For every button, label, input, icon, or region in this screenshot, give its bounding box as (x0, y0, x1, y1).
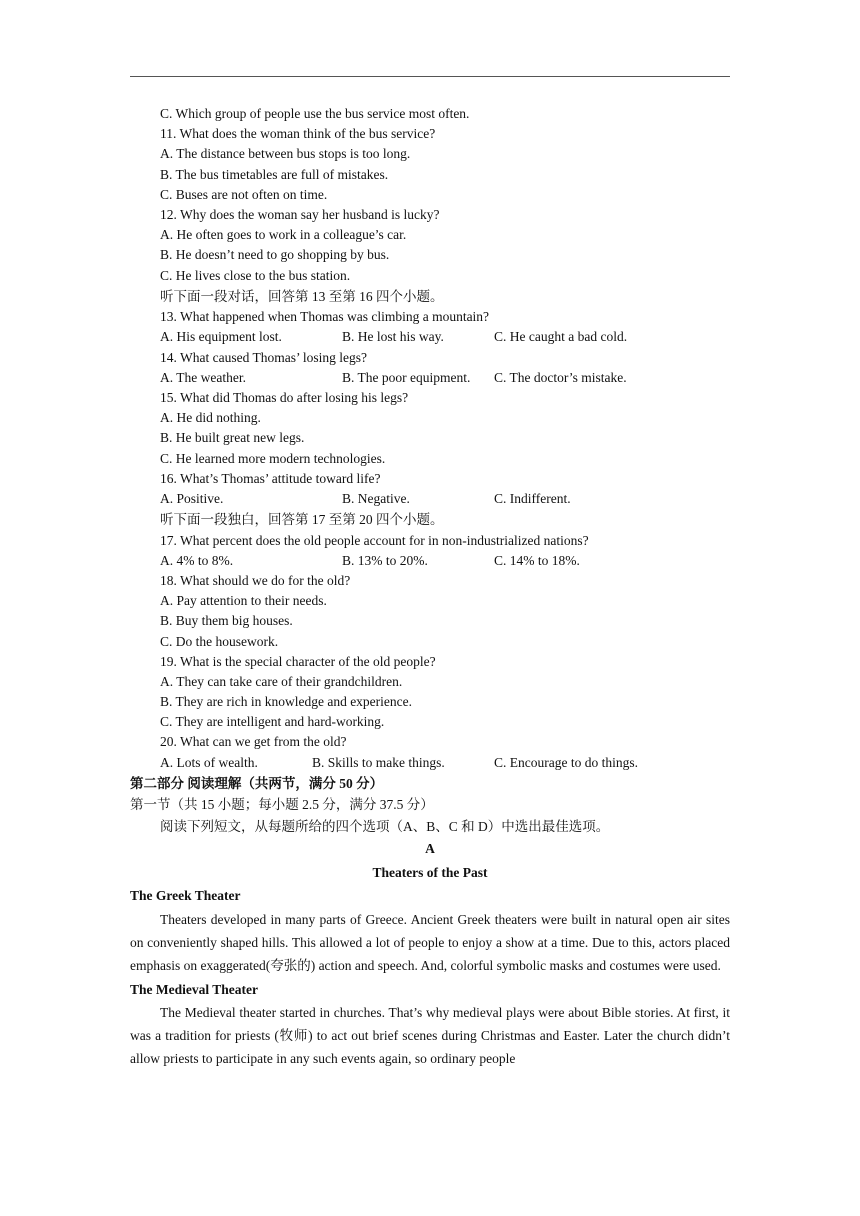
option-20b: B. Skills to make things. (312, 754, 445, 770)
options-16 (130, 489, 730, 509)
question-20: 20. What can we get from the old? (160, 734, 347, 750)
passage-title: Theaters of the Past (372, 864, 488, 880)
option-15c: C. He learned more modern technologies. (160, 450, 386, 466)
part2-title: 第二部分 阅读理解（共两节，满分 50 分） (130, 775, 384, 791)
option-15b: B. He built great new legs. (160, 430, 305, 446)
medieval-heading: The Medieval Theater (130, 981, 258, 997)
option-12a: A. He often goes to work in a colleague’s car. (160, 227, 407, 243)
option-13a: A. His equipment lost. (160, 329, 282, 345)
option-20a: A. Lots of wealth. (160, 754, 258, 770)
option-16b: B. Negative. (342, 490, 410, 506)
option-17c: C. 14% to 18%. (494, 552, 580, 568)
question-12: 12. Why does the woman say her husband is lucky? (160, 206, 440, 222)
question-11: 11. What does the woman think of the bus service? (160, 126, 436, 142)
question-16: 16. What’s Thomas’ attitude toward life? (160, 470, 381, 486)
header-rule (130, 76, 730, 77)
instruction-17-20: 听下面一段独白，回答第 17 至第 20 四个小题。 (160, 512, 444, 528)
question-17: 17. What percent does the old people account for in non-industrialized nations? (160, 532, 589, 548)
option-13c: C. He caught a bad cold. (494, 329, 628, 345)
greek-heading: The Greek Theater (130, 888, 241, 904)
question-13: 13. What happened when Thomas was climbing a mountain? (160, 309, 490, 325)
option-11a: A. The distance between bus stops is too long. (160, 146, 411, 162)
option-19b: B. They are rich in knowledge and experience. (160, 694, 413, 710)
option-11b: B. The bus timetables are full of mistakes. (160, 166, 389, 182)
option-19c: C. They are intelligent and hard-working. (160, 714, 385, 730)
option-16c: C. Indifferent. (494, 490, 571, 506)
section1-instruction: 阅读下列短文，从每题所给的四个选项（A、B、C 和 D）中选出最佳选项。 (160, 818, 610, 834)
option-14b: B. The poor equipment. (342, 369, 471, 385)
option-13b: B. He lost his way. (342, 329, 444, 345)
option-18b: B. Buy them big houses. (160, 613, 293, 629)
options-13 (130, 327, 730, 347)
question-15: 15. What did Thomas do after losing his legs? (160, 389, 409, 405)
option-14c: C. The doctor’s mistake. (494, 369, 627, 385)
option-17b: B. 13% to 20%. (342, 552, 428, 568)
question-18: 18. What should we do for the old? (160, 572, 351, 588)
option-14a: A. The weather. (160, 369, 246, 385)
option-10c: C. Which group of people use the bus service most often. (160, 106, 470, 121)
section1-title: 第一节（共 15 小题；每小题 2.5 分，满分 37.5 分） (130, 797, 434, 813)
options-20 (130, 753, 730, 773)
option-16a: A. Positive. (160, 490, 224, 506)
option-11c: C. Buses are not often on time. (160, 186, 328, 202)
document-body (130, 104, 730, 1071)
medieval-paragraph: The Medieval theater started in churches. That’s why medieval plays were about Bible stories. At first, it was a tradition for priests (牧师) to act out brief scenes during Christmas and Easter. Later the church didn’t allow priests to participate in any such events again, so ordinary people (130, 1004, 730, 1067)
question-19: 19. What is the special character of the old people? (160, 653, 436, 669)
question-14: 14. What caused Thomas’ losing legs? (160, 349, 367, 365)
options-17 (130, 551, 730, 571)
option-17a: A. 4% to 8%. (160, 552, 234, 568)
option-18c: C. Do the housework. (160, 633, 279, 649)
option-20c: C. Encourage to do things. (494, 754, 638, 770)
option-18a: A. Pay attention to their needs. (160, 593, 327, 609)
instruction-13-16: 听下面一段对话，回答第 13 至第 16 四个小题。 (160, 288, 444, 304)
options-14 (130, 368, 730, 388)
passage-letter: A (425, 841, 435, 857)
greek-paragraph: Theaters developed in many parts of Greece. Ancient Greek theaters were built in natural open air sites on conveniently shaped hills. This allowed a lot of people to enjoy a show at a time. Due to this, actors placed emphasis on exaggerated(夸张的) action and speech. And, colorful symbolic masks and costumes were used. (130, 911, 730, 974)
option-12b: B. He doesn’t need to go shopping by bus. (160, 247, 390, 263)
option-15a: A. He did nothing. (160, 410, 261, 426)
option-12c: C. He lives close to the bus station. (160, 267, 351, 283)
option-19a: A. They can take care of their grandchildren. (160, 673, 403, 689)
